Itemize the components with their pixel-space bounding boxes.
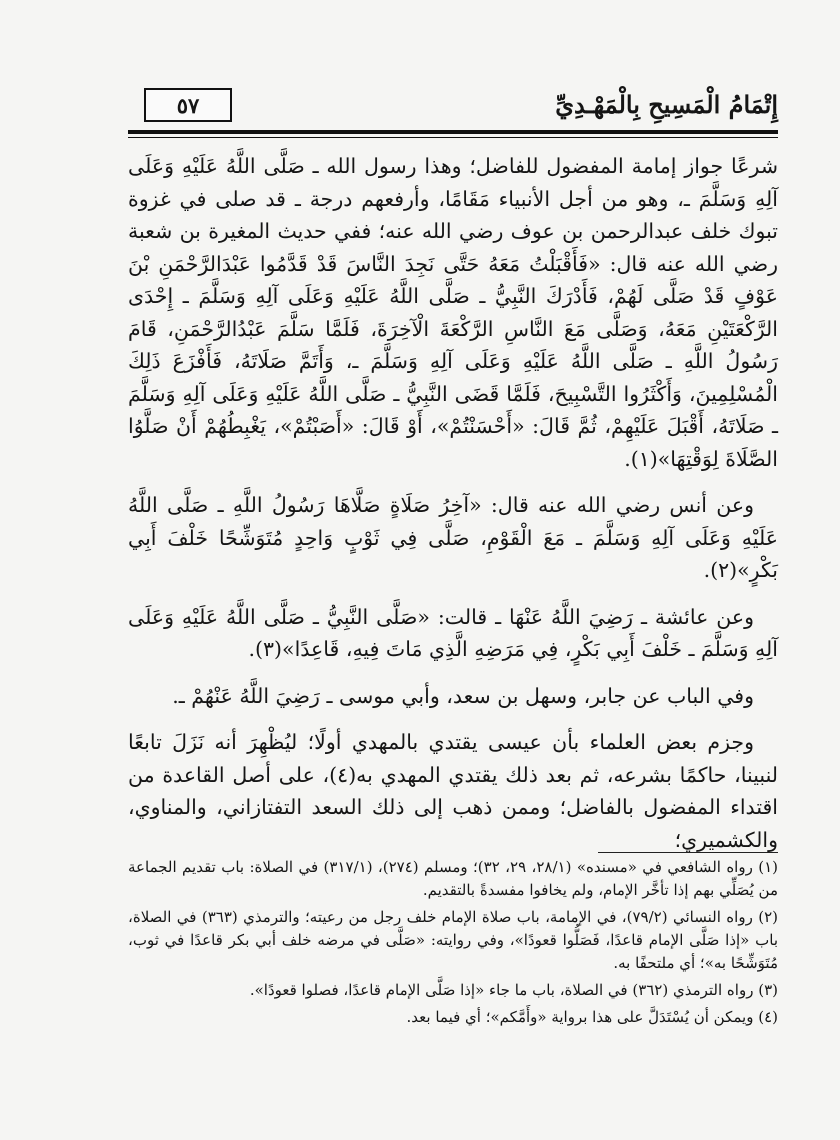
paragraph-5: وجزم بعض العلماء بأن عيسى يقتدي بالمهدي أولًا؛ ليُظْهِرَ أنه نَزَلَ تابعًا لنبينا، حاكمًا بشرعه، ثم بعد ذلك يقتدي المهدي به(٤)، على أصل القاعدة من اقتداء المفضول بالفاضل؛ وممن ذهب إلى ذلك السعد التفتازاني، والمناوي، والكشميري؛ [128, 730, 778, 852]
paragraph-2: وعن أنس رضي الله عنه قال: «آخِرُ صَلَاةٍ صَلَّاهَا رَسُولُ اللَّهِ ـ صَلَّى اللَّهُ عَلَيْهِ وَعَلَى آلِهِ وَسَلَّمَ ـ مَعَ الْقَوْمِ، صَلَّى فِي ثَوْبٍ وَاحِدٍ مُتَوَشِّحًا خَلْفَ أَبِي بَكْرٍ»(٢). [128, 493, 778, 582]
footnote-4: (٤) ويمكن أن يُسْتَدَلَّ على هذا برواية «وأَمَّكم»؛ أي فيما بعد. [406, 1008, 778, 1026]
paragraph-4: وفي الباب عن جابر، وسهل بن سعد، وأبي موسى ـ رَضِيَ اللَّهُ عَنْهُمْ ـ. [172, 683, 754, 708]
footnote-1: (١) رواه الشافعي في «مسنده» (٢٨/١، ٢٩، ٣٢)؛ ومسلم (٢٧٤)، (٣١٧/١) في الصلاة: باب تقديم الجماعة من يُصَلِّي بهم إذا تأخَّر الإمام، ولم يخافوا مفسدةً بالتقديم. [128, 858, 778, 899]
paragraph-3: وعن عائشة ـ رَضِيَ اللَّهُ عَنْهَا ـ قالت: «صَلَّى النَّبِيُّ ـ صَلَّى اللَّهُ عَلَيْهِ وَعَلَى آلِهِ وَسَلَّمَ ـ خَلْفَ أَبِي بَكْرٍ، فِي مَرَضِهِ الَّذِي مَاتَ فِيهِ، قَاعِدًا»(٣). [128, 604, 778, 661]
page-number: ٥٧ [144, 88, 232, 122]
running-header [128, 86, 778, 130]
book-title: إِتْمَامُ الْمَسِيحِ بِالْمَهْـدِيِّ [555, 90, 778, 119]
header-rule-thick [128, 130, 778, 134]
footnote-2: (٢) رواه النسائي (٧٩/٢)، في الإمامة، باب صلاة الإمام خلف رجل من رعيته؛ والترمذي (٣٦٣) في الصلاة، باب «إذا صَلَّى الإمام قاعدًا، فَصَلُّوا قعودًا»، وفي روايته: «صَلَّى في مرضه خلف أبي بكر قاعدًا في ثوب، مُتَوَشِّحًا به»؛ أي ملتحفًا به. [128, 908, 778, 972]
paragraph-1: شرعًا جواز إمامة المفضول للفاضل؛ وهذا رسول الله ـ صَلَّى اللَّهُ عَلَيْهِ وَعَلَى آلِهِ وَسَلَّمَ ـ، وهو من أجل الأنبياء مَقَامًا، وأرفعهم درجة ـ قد صلى في غزوة تبوك خلف عبدالرحمن بن عوف رضي الله عنه؛ ففي حديث المغيرة بن شعبة رضي الله عنه قال: «فَأَقْبَلْتُ مَعَهُ حَتَّى نَجِدَ النَّاسَ قَدْ قَدَّمُوا عَبْدَالرَّحْمَنِ بْنَ عَوْفٍ قَدْ صَلَّى لَهُمْ، فَأَدْرَكَ النَّبِيُّ ـ صَلَّى اللَّهُ عَلَيْهِ وَعَلَى آلِهِ وَسَلَّمَ ـ إِحْدَى الرَّكْعَتَيْنِ مَعَهُ، وَصَلَّى مَعَ النَّاسِ الرَّكْعَةَ الْآخِرَةَ، فَلَمَّا سَلَّمَ عَبْدُالرَّحْمَنِ، قَامَ رَسُولُ اللَّهِ ـ صَلَّى اللَّهُ عَلَيْهِ وَعَلَى آلِهِ وَسَلَّمَ ـ، وَأَتَمَّ صَلَاتَهُ، فَأَفْزَعَ ذَلِكَ الْمُسْلِمِينَ، وَأَكْثَرُوا التَّسْبِيحَ، فَلَمَّا قَضَى النَّبِيُّ ـ صَلَّى اللَّهُ عَلَيْهِ وَعَلَى آلِهِ وَسَلَّمَ ـ صَلَاتَهُ، أَقْبَلَ عَلَيْهِمْ، ثُمَّ قَالَ: «أَحْسَنْتُمْ»، أَوْ قَالَ: «أَصَبْتُمْ»، يَغْبِطُهُمْ أَنْ صَلَّوُا الصَّلَاةَ لِوَقْتِهَا»(١). [128, 154, 778, 471]
main-text [128, 150, 778, 856]
footnotes [128, 856, 778, 1033]
footnote-3: (٣) رواه الترمذي (٣٦٢) في الصلاة، باب ما جاء «إذا صَلَّى الإمام قاعدًا، فصلوا قعودًا». [249, 981, 778, 999]
header-rule-thin [128, 137, 778, 138]
footnote-separator [598, 852, 778, 853]
